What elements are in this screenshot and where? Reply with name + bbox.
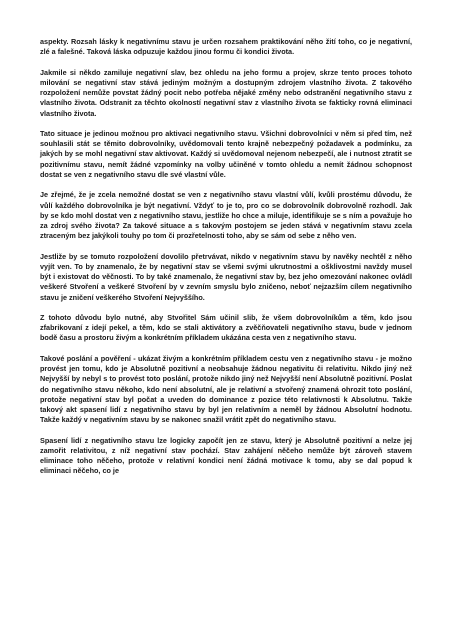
paragraph-2: Jakmile si někdo zamiluje negativní slav, bez ohledu na jeho formu a projev, skrze tento proces tohoto milování se negativní stav stává jediným možným a dostupným zdrojem vlastního života. Z takového rozpoložení nemůže povstat žádný pocit nebo potřeba nějaké změny nebo odstranění negativního stavu z vlastního života. Odstranit za těchto okolností negativní stav z vlastního života se fakticky rovná eliminaci vlastního života.	[40, 67, 412, 118]
paragraph-1: aspekty. Rozsah lásky k negativnímu stavu je určen rozsahem praktikování něho žití toho, co je negativní, zlé a falešné. Taková láska odpuzuje každou jinou formu či kondici života.	[40, 37, 412, 57]
paragraph-5: Jestliže by se tomuto rozpoložení dovolilo přetrvávat, nikdo v negativním stavu by navěky nechtěl z něho vyjít ven. To by znamenalo, že by negativní stav se všemi svými ukrutnostmi a ošklivostmi navždy musel být i existovat do věčnosti. To by také znamenalo, že negativní stav by, bez jeho omezování nakonec ovládl veškeré Stvoření a veškeré Stvoření by v zevním smyslu bylo zničeno, neboť nejzazším cílem negativního stavu je zničení veškerého Stvoření Nejvyššího.	[40, 251, 412, 302]
paragraph-7: Takové poslání a pověření - ukázat živým a konkrétním příkladem cestu ven z negativního stavu - je možno provést jen tomu, kdo je Absolutně pozitivní a neobsahuje žádnou negativitu či relativitu. Nikdo jiný než Nejvyšší by nebyl s to provést toto poslání, protože nikdo jiný než Nejvyšší není Absolutně pozitivní. Poslat do negativního stavu někoho, kdo není absolutní, ale je relativní a stvořený znamená ohrozit toto poslání, protože negativní stav byl počat a uveden do dominance z pozice této relativnosti k Absolutnu. Takže takový akt spasení lidí z negativního stavu by byl jen relativním a neměl by žádnou Absolutní hodnotu. Takže každý v negativním stavu by se nakonec snažil vrátit zpět do negativního stavu.	[40, 353, 412, 425]
body-text	[40, 37, 412, 487]
paragraph-6: Z tohoto důvodu bylo nutné, aby Stvořitel Sám učinil slib, že všem dobrovolníkům a těm, kdo jsou zfabrikovaní z idejí pekel, a těm, kdo se stali aktivátory a zvěčňovateli negativního stavu, bude v jednom bodě času a prostoru živým a konkrétním příkladem ukázána cesta ven z negativního stavu.	[40, 312, 412, 343]
paragraph-4: Je zřejmé, že je zcela nemožné dostat se ven z negativního stavu vlastní vůlí, kvůli prostému důvodu, že vůlí každého dobrovolníka je být negativní. Vždyť to je to, pro co se dobrovolník dobrovolně rozhodl. Jak by se kdo mohl dostat ven z negativního stavu, jestliže ho chce a miluje, identifikuje se s ním a považuje ho za zdroj svého života? Za takové situace a s takovým postojem se jeden stává v negativním stavu zcela ztraceným bez jakýkoli touhy po tom či prozřetelnosti toho, aby se sám od sebe z něho ven.	[40, 190, 412, 241]
paragraph-8: Spasení lidí z negativního stavu lze logicky započít jen ze stavu, který je Absolutně pozitivní a nelze jej zamořit relativitou, z níž negativní stav pochází. Stav zahájení něčeho nemůže být zároveň stavem eliminace toho něčeho, protože v relativní kondici není žádná motivace k tomu, aby se dal popud k eliminaci něčeho, co je	[40, 435, 412, 476]
paragraph-3: Tato situace je jedinou možnou pro aktivaci negativního stavu. Všichni dobrovolníci v něm si před tím, než souhlasili stát se těmito dobrovolníky, uvědomovali tento krajně nebezpečný požadavek a podmínku, za jakých by se mohl negativní stav aktivovat. Každý si uvědomoval nejenom nebezpečí, ale i nutnost ztratit se pozitivnímu stavu, nemít žádné vzpomínky na volby učiněné v tomto ohledu a nemít žádnou schopnost dostat se ven z negativního stavu dle své vlastní vůle.	[40, 128, 412, 179]
